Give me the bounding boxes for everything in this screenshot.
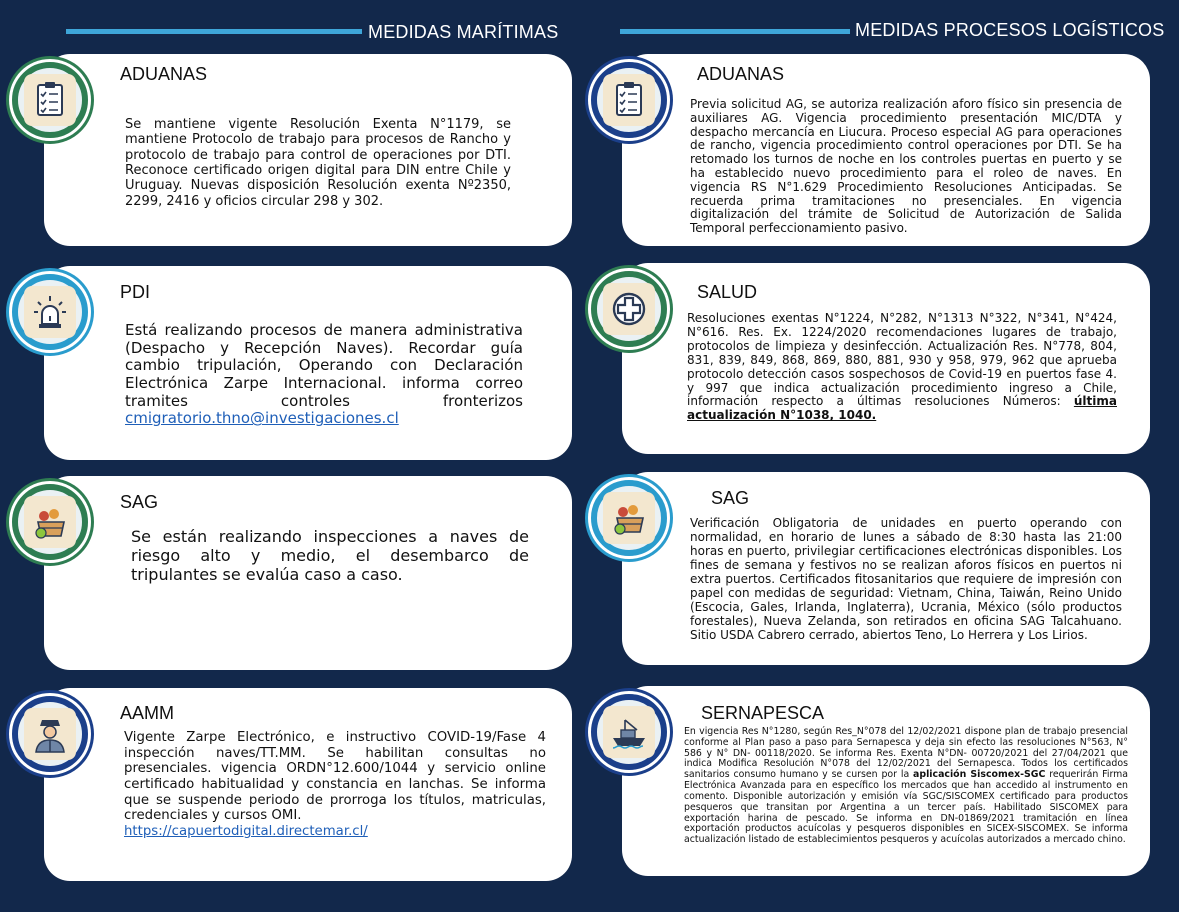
clipboard-checklist-icon	[24, 74, 76, 126]
title-sag-logisticos: SAG	[711, 488, 750, 508]
body-sernapesca-part1: En vigencia Res N°1280, según Res_N°078 del 12/02/2021 dispone plan de trabajo presencial conforme al Plan paso a paso para Sernapesca y deja sin efecto las resoluciones N°563, N° 586 y N° DN- 00118/2020. Se informa Res. Exenta N°DN- 00720/2021 del 27/04/2021 que indica Modifica Resolución N°078 del 12/02/2021 del Sernapesca. Todos los certificados sanitarios consumo humano y se cursen por la	[684, 726, 1128, 781]
naval-officer-icon	[24, 708, 76, 760]
fishing-ship-icon	[603, 706, 655, 758]
title-pdi: PDI	[120, 282, 151, 302]
siren-icon	[24, 286, 76, 338]
body-aduanas-logisticos: Previa solicitud AG, se autoriza realización aforo físico sin presencia de auxiliares AG. Vigencia procedimiento presentación MIC/DTA y despacho mercancía en Liucura. Proceso especial AG para operaciones de rancho, vigencia procedimiento control operaciones por DTI. Se ha retomado los turnos de noche en los controles puertas en puerto y se ha establecido nuevo procedimiento para el roleo de naves. En vigencia RS N°1.629 Procedimiento Resoluciones Anticipadas. Se recuerda prima tramitaciones no presenciales. En vigencia digitalización del trámite de Solicitud de Autorización de Salida Temporal perfeccionamiento pasivo.	[690, 97, 1122, 236]
body-sag-maritimas: Se están realizando inspecciones a naves de riesgo alto y medio, el desembarco de tripulantes se evalúa caso a caso.	[131, 527, 529, 584]
salud-latest-update: última actualización N°1038, 1040.	[687, 394, 1117, 423]
badge-aduanas-maritimas	[12, 62, 88, 138]
title-aduanas-logisticos: ADUANAS	[697, 64, 785, 84]
title-aamm: AAMM	[120, 703, 174, 723]
header-rule-right	[620, 29, 850, 34]
header-rule-left	[66, 29, 362, 34]
produce-crate-icon	[603, 492, 655, 544]
produce-crate-icon	[24, 496, 76, 548]
body-sernapesca-part2: requerirán Firma Electrónica Avanzada para en específico los mercados que han accedido al instrumento en comento. Disponible autorización y emisión vía SGC/SISCOMEX certificado para productos pesqueros que transitan por Argentina a un tercer país. Habilitado SISCOMEX para exportación harina de pescado. Se informa en DN-01869/2021 tramitación en línea exportación productos acuícolas y pesqueros disponibles en SICEX-SISCOMEX. Se informa actualización listado de establecimientos pesqueros y acuícolas autorizados a mercado chino.	[684, 769, 1129, 846]
body-pdi	[125, 322, 523, 428]
title-sernapesca: SERNAPESCA	[701, 703, 825, 723]
title-aduanas-maritimas: ADUANAS	[120, 64, 208, 84]
header-medidas-maritimas: MEDIDAS MARÍTIMAS	[368, 22, 559, 42]
badge-aduanas-logisticos	[591, 62, 667, 138]
badge-pdi	[12, 274, 88, 350]
body-sag-logisticos: Verificación Obligatoria de unidades en puerto operando con normalidad, en horario de lunes a sábado de 8:30 hasta las 21:00 horas en puerto, privilegiar certificaciones electrónicas disponibles. Los fines de semana y festivos no se realizan aforos físicos en puertos ni extra puertos. Certificados fitosanitarios que requiere de impresión con papel con medidas de seguridad: Vietnam, China, Taiwán, Reino Unido (Escocia, Gales, Irlanda, Inglaterra), Ucrania, México (sólo productos forestales), Nueva Zelanda, son retirados en oficina SAG Talcahuano. Sitio USDA Cabrero cerrado, abiertos Teno, Lo Herrera y Los Lirios.	[690, 516, 1122, 643]
title-salud: SALUD	[697, 282, 758, 302]
body-pdi-text: Está realizando procesos de manera administrativa (Despacho y Recepción Naves). Recordar guía cambio tripulación, Operando con Declaración Electrónica Zarpe Internacional. informa correo tramites controles fronterizos	[125, 321, 523, 410]
body-aduanas-maritimas-part2: Reconoce certificado origen digital para DIN entre Chile y Uruguay. Nuevas disposición Resolución exenta Nº2350, 2299, 2416 y oficios circular 298 y 302.	[125, 162, 511, 209]
badge-sernapesca	[591, 694, 667, 770]
title-sag-maritimas: SAG	[120, 492, 159, 512]
medical-cross-icon	[603, 283, 655, 335]
aamm-portal-link[interactable]: https://capuertodigital.directemar.cl/	[124, 824, 368, 840]
body-aamm	[124, 730, 546, 840]
body-salud	[687, 312, 1117, 423]
body-aamm-text: Vigente Zarpe Electrónico, e instructivo COVID-19/Fase 4 inspección naves/TT.MM. Se habilitan consultas no presenciales. vigencia ORDN°12.600/1044 y servicio online certificado habitualidad y constancia en lanchas. Se informa que se suspende periodo de prorroga los títulos, matriculas, credenciales y cursos OMI.	[124, 730, 546, 824]
badge-sag-logisticos	[591, 480, 667, 556]
body-aduanas-maritimas	[125, 117, 511, 209]
header-medidas-procesos-logisticos: MEDIDAS PROCESOS LOGÍSTICOS	[855, 20, 1165, 40]
pdi-email-link[interactable]: cmigratorio.thno@investigaciones.cl	[125, 409, 399, 428]
sernapesca-siscomex-app: aplicación Siscomex-SGC	[913, 769, 1046, 781]
badge-sag-maritimas	[12, 484, 88, 560]
clipboard-checklist-icon	[603, 74, 655, 126]
body-sernapesca	[684, 727, 1128, 846]
body-salud-text: Resoluciones exentas N°1224, N°282, N°1313 N°322, N°341, N°424, N°616. Res. Ex. 1224/2020 recomendaciones lugares de trabajo, protocolos de limpieza y desinfección. Actualización Res. N°778, 804, 831, 839, 849, 868, 869, 880, 881, 930 y 958, 979, 962 que aprueba protocolo detección casos sospechosos de Covid-19 en puertos fase 4. y 997 que indica actualización procedimiento ingreso a Chile, información respecto a últimas resoluciones Números:	[687, 311, 1117, 409]
body-aduanas-maritimas-part1: Se mantiene vigente Resolución Exenta N°1179, se mantiene Protocolo de trabajo para procesos de Rancho y protocolo de trabajo para control de operaciones por DTI.	[125, 117, 511, 163]
badge-aamm	[12, 696, 88, 772]
badge-salud	[591, 271, 667, 347]
